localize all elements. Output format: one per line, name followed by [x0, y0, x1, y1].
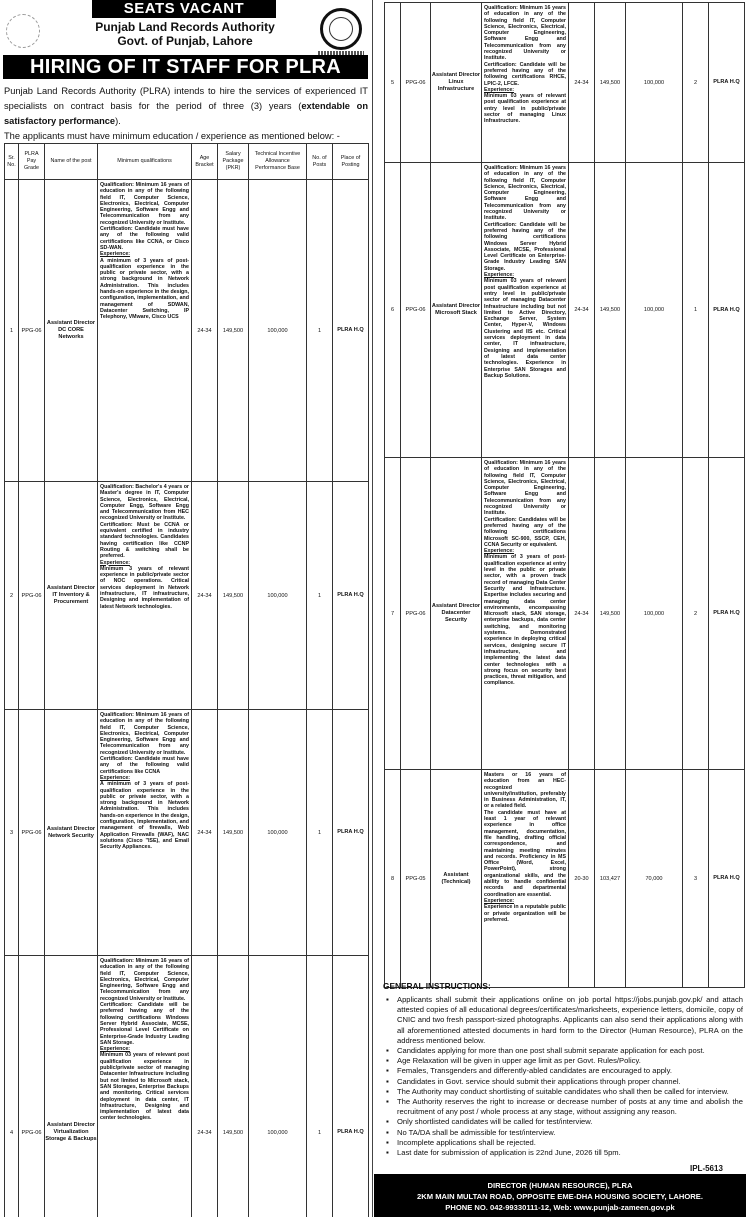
qual-experience: A minimum of 3 years of post-qualification experience in the public or private sector, with a strong background in Network Administration. This includes hands-on experience in the design, configuration, implementation, and management of firewalls, Web Application Firewalls (WAF), NAC solutions (Cisco "ISE), and Email Security Appliances. — [100, 781, 189, 851]
header-allowance: Technical Incentive Allowance Performance Base — [249, 144, 307, 180]
footer-designation: DIRECTOR (HUMAN RESOURCE), PLRA — [487, 1181, 633, 1190]
qual-education: Qualification: Minimum 16 years of education in any of the following field IT, Computer Science, Electronics, Electrical, Computer Engineering, Software Engg and Telecommunication from any recognized University or Institute. — [100, 958, 189, 1002]
watermark-emblem-icon — [6, 14, 40, 48]
instruction-item: ▪ Only shortlisted candidates will be called for test/interview. — [383, 1117, 743, 1127]
cell-sr: 3 — [5, 710, 19, 956]
cell-post: Assistant Director Microsoft Stack — [431, 163, 482, 458]
qual-education: Masters or 16 years of education from an HEC-recognized university/institution, preferably in Business Administration, IT, or a related field. — [484, 772, 566, 810]
cell-qualification — [98, 180, 192, 482]
cell-age: 24-34 — [192, 482, 218, 710]
cell-place: PLRA H.Q — [333, 956, 369, 1217]
qual-certification: Certification: Must be CCNA or equivalent certified in industry standard technologies. Candidates having certification like CCNP Routing & switching shall be preferred. — [100, 521, 189, 560]
cell-post: Assistant Director Virtualization Storage & Backups — [45, 956, 98, 1217]
cell-qualification — [98, 482, 192, 710]
qual-experience-label: Experience: — [100, 251, 131, 258]
cell-posts: 2 — [683, 3, 709, 163]
qual-experience: Minimum 3 years of relevant experience in public/private sector of NOC operations. Critical services deployment in Network infrastructure, IT infrastructure, Designing and implementation of latest Network technologies. — [100, 565, 189, 610]
cell-post: Assistant Director DC CORE Networks — [45, 180, 98, 482]
header-place: Place of Posting — [333, 144, 369, 180]
cell-sr: 6 — [385, 163, 401, 458]
cell-posts: 1 — [307, 956, 333, 1217]
authority-name: Punjab Land Records Authority — [95, 20, 275, 34]
qual-education: Qualification: Minimum 16 years of education in any of the following field IT, Computer Science, Electronics, Electrical, Computer Engineering, Software Engg and Telecommunication from any recognized University or Institute. — [100, 182, 189, 226]
intro-line1-post: ). — [115, 116, 121, 126]
cell-age: 20-30 — [569, 770, 595, 988]
qual-education: Qualification: Minimum 16 years of education in any of the following field IT, Computer Science, Electronics, Electrical, Computer Engineering, Software Engg and Telecommunication from any recognized University or Institute. — [484, 460, 566, 517]
qual-experience-label: Experience: — [100, 774, 131, 781]
cell-qualification — [482, 163, 569, 458]
instructions-title: GENERAL INSTRUCTIONS: — [383, 981, 491, 991]
cell-sr: 7 — [385, 458, 401, 770]
qual-education: Qualification: Minimum 16 years of education in any of the following field IT, Computer Science, Electronics, Electrical, Computer Engineering, Software Engg and Telecommunication from any recognized University or Institute. — [484, 5, 566, 62]
cell-allowance: 100,000 — [626, 163, 683, 458]
intro-line1-pre: Punjab Land Records Authority (PLRA) intends to hire the services of experienced IT specialists on contract basis for the period of three (3) years ( — [4, 86, 368, 111]
instruction-item: ▪ Females, Transgenders and differently-abled candidates are encouraged to apply. — [383, 1066, 743, 1076]
cell-posts: 1 — [307, 180, 333, 482]
qual-certification: Certification: Candidate will be preferred having any of the following certifications RHCE, LPIC-2, LFCE. — [484, 61, 566, 87]
cell-allowance: 100,000 — [626, 3, 683, 163]
general-instructions — [383, 981, 743, 1158]
cell-sr: 5 — [385, 3, 401, 163]
table-row — [385, 770, 745, 988]
cell-grade: PPG-06 — [401, 163, 431, 458]
qual-education: Qualification: Minimum 16 years of education in any of the following field IT, Computer Science, Electronics, Electrical, Computer Engineering, Software Engg and Telecommunication from any recognized University or Institute. — [100, 712, 189, 756]
instruction-item: ▪ Incomplete applications shall be rejected. — [383, 1138, 743, 1148]
qual-experience-label: Experience: — [484, 548, 515, 555]
table-row — [385, 458, 745, 770]
cell-age: 24-34 — [192, 956, 218, 1217]
cell-grade: PPG-06 — [19, 956, 45, 1217]
cell-place: PLRA H.Q — [709, 3, 745, 163]
qual-experience-label: Experience: — [484, 86, 515, 93]
header-qualification: Minimum qualifications — [98, 144, 192, 180]
plra-logo-icon — [318, 8, 364, 56]
cell-post: Assistant Director Datacenter Security — [431, 458, 482, 770]
header-post: Name of the post — [45, 144, 98, 180]
qual-certification: Certification: Candidates will be preferred having any of the following certifications Microsoft SC-900, SSCP, CEH, CCNA Security or equivalent. — [484, 516, 566, 548]
cell-sr: 8 — [385, 770, 401, 988]
header-sr: Sr. No. — [5, 144, 19, 180]
cell-post: Assistant Director IT Inventory & Procurement — [45, 482, 98, 710]
intro-line2: The applicants must have minimum education / experience as mentioned below: - — [4, 131, 340, 141]
cell-post: Assistant Director Network Security — [45, 710, 98, 956]
table-row — [5, 956, 369, 1217]
cell-posts: 2 — [683, 458, 709, 770]
cell-posts: 1 — [683, 163, 709, 458]
cell-qualification — [482, 770, 569, 988]
qual-certification: Certification: Candidate will be preferred having any of the following certifications Windows Server Hybrid Associate, MCSE, Professional Level Certificate on Enterprise-Grade Industry Leading SAN Storage. — [484, 221, 566, 272]
cell-salary: 149,500 — [595, 458, 626, 770]
qual-certification: Certification: Candidate will be preferred having any of the following certifications Windows Server Hybrid Associate, MCSE, Professional Level Certificate on Enterprise-Grade Industry Leading SAN Storage. — [100, 1002, 189, 1046]
cell-grade: PPG-06 — [401, 3, 431, 163]
cell-age: 24-34 — [192, 710, 218, 956]
instruction-item: ▪ Last date for submission of application is 22nd June, 2026 till 5pm. — [383, 1148, 743, 1158]
intro-line1-bold: extendable on satisfactory performance — [4, 101, 368, 126]
instruction-item: ▪ Candidates applying for more than one post shall submit separate application for each post. — [383, 1046, 743, 1056]
qual-experience: Experience in a reputable public or private organization will be preferred. — [484, 904, 566, 923]
hiring-banner: HIRING OF IT STAFF FOR PLRA — [3, 55, 368, 79]
cell-posts: 1 — [307, 482, 333, 710]
footer-contact: PHONE NO. 042-99330111-12, Web: www.punjab-zameen.gov.pk — [445, 1203, 675, 1212]
instruction-item: ▪ The Authority may conduct shortlisting of suitable candidates who shall then be called for interview. — [383, 1087, 743, 1097]
column-divider — [372, 0, 373, 1217]
instruction-item: ▪ Applicants shall submit their applications online on job portal https://jobs.punjab.gov.pk/ and attach attested copies of all educational degrees/certificates/marksheets, experience letters, domicile, copy of CNIC and two fresh passport-sized photographs. Applicants can also send their applications along with all aforementioned attested documents in hard form to the Director (Human Resource), PLRA on the address mentioned below. — [383, 995, 743, 1046]
cell-sr: 1 — [5, 180, 19, 482]
cell-salary: 149,500 — [595, 3, 626, 163]
cell-posts: 1 — [307, 710, 333, 956]
table-row — [5, 710, 369, 956]
qual-education: Qualification: Bachelor's 4 years or Master's degree in IT, Computer Science, Electronics, Electrical, Computer Engg, Software Engg and Telecommunication from HEC recognized University or Institute. — [100, 484, 189, 522]
qual-experience: Minimum 03 years of relevant post qualification experience at entry level in public/private sector of managing Datacenter Infrastructure including but not limited to Active Directory, Exchange Server, System Center, Hyper-V, Windows Clustering and IIS etc. Critical services deployment in data center, IT infrastructure, Designing and implementation of latest data center technologies. Experience in Enterprise SAN Storages and Backup Solutions. — [484, 278, 566, 379]
cell-grade: PPG-06 — [19, 710, 45, 956]
cell-place: PLRA H.Q — [333, 482, 369, 710]
table-header-row — [5, 144, 369, 180]
table-row — [5, 482, 369, 710]
table-row — [385, 163, 745, 458]
cell-allowance: 70,000 — [626, 770, 683, 988]
instruction-item: ▪ No TA/DA shall be admissible for test/interview. — [383, 1128, 743, 1138]
qual-certification: The candidate must have at least 1 year of relevant experience in office management, documentation, file handling, drafting official correspondence, and maintaining meeting minutes and records. Proficiency in MS Office (Word, Excel, PowerPoint), strong organizational skills, and the ability to handle confidential records and departmental coordination are essential. — [484, 809, 566, 898]
cell-allowance: 100,000 — [626, 458, 683, 770]
cell-qualification — [482, 3, 569, 163]
cell-allowance: 100,000 — [249, 482, 307, 710]
cell-post: Assistant Director Linux Infrastructure — [431, 3, 482, 163]
instruction-item: ▪ The Authority reserves the right to increase or decrease number of posts at any time and abolish the recruitment of any post / whole process at any stage, without assigning any reason. — [383, 1097, 743, 1117]
government-name: Govt. of Punjab, Lahore — [117, 34, 253, 48]
cell-post: Assistant (Technical) — [431, 770, 482, 988]
cell-age: 24-34 — [192, 180, 218, 482]
qual-experience: Minimum 03 years of relevant post qualification experience at entry level in public/private sector of managing Linux Infrastructure. — [484, 93, 566, 125]
cell-salary: 149,500 — [218, 482, 249, 710]
cell-sr: 2 — [5, 482, 19, 710]
header-grade: PLRA Pay Grade — [19, 144, 45, 180]
cell-allowance: 100,000 — [249, 180, 307, 482]
cell-grade: PPG-06 — [19, 180, 45, 482]
cell-allowance: 100,000 — [249, 710, 307, 956]
qual-experience-label: Experience: — [484, 272, 515, 279]
cell-salary: 149,500 — [218, 180, 249, 482]
cell-salary: 149,500 — [218, 956, 249, 1217]
authority-heading — [40, 20, 330, 48]
cell-age: 24-34 — [569, 3, 595, 163]
header-salary: Salary Package (PKR) — [218, 144, 249, 180]
cell-grade: PPG-05 — [401, 770, 431, 988]
cell-posts: 3 — [683, 770, 709, 988]
cell-place: PLRA H.Q — [709, 770, 745, 988]
cell-place: PLRA H.Q — [333, 710, 369, 956]
header-age: Age Bracket — [192, 144, 218, 180]
cell-allowance: 100,000 — [249, 956, 307, 1217]
cell-qualification — [98, 710, 192, 956]
cell-place: PLRA H.Q — [709, 458, 745, 770]
ipl-number: IPL-5613 — [690, 1164, 723, 1173]
qual-experience: A minimum of 3 years of post-qualification experience in the public or private sector, with a strong background in Network Administration. This includes hands-on experience in the design, configuration, implementation, and management of SDWAN, Datacenter Switching, IP Telephony, VMware, Cisco UCS — [100, 257, 189, 321]
table-row — [5, 180, 369, 482]
seats-vacant-label: SEATS VACANT — [92, 0, 276, 18]
instructions-list — [383, 995, 743, 1158]
qual-experience-label: Experience: — [100, 1046, 131, 1053]
jobs-table-left — [4, 143, 369, 1217]
qual-education: Qualification: Minimum 16 years of education in any of the following field IT, Computer Science, Electronics, Electrical, Computer Engineering, Software Engg and Telecommunication from any recognized University or Institute. — [484, 165, 566, 222]
cell-qualification — [98, 956, 192, 1217]
contact-footer — [374, 1174, 746, 1217]
cell-grade: PPG-06 — [401, 458, 431, 770]
intro-text — [4, 84, 368, 144]
footer-address: 2KM MAIN MULTAN ROAD, OPPOSITE EME-DHA HOUSING SOCIETY, LAHORE. — [417, 1192, 703, 1201]
cell-age: 24-34 — [569, 458, 595, 770]
qual-experience: Minimum of 3 years of post-qualification experience at entry level in the public or private sector, with a proven track record of managing Data Center Security and Infrastructure. Expertise includes securing and managing data center environments, encompassing Microsoft stack, SAN storage, enterprise backups, data center switching, and monitoring systems. Demonstrated experience in deploying critical services, designing secure IT infrastructure, and implementing the latest data center technologies with a strong focus on security best practices, threat mitigation, and compliance. — [484, 554, 566, 687]
header-posts: No. of Posts — [307, 144, 333, 180]
cell-sr: 4 — [5, 956, 19, 1217]
cell-salary: 103,427 — [595, 770, 626, 988]
cell-grade: PPG-06 — [19, 482, 45, 710]
qual-certification: Certification: Candidate must have any of the following valid certifications like CCNA — [100, 756, 189, 775]
cell-qualification — [482, 458, 569, 770]
qual-certification: Certification: Candidate must have any of the following valid certifications like CCNA, or Cisco SD-WAN. — [100, 226, 189, 251]
qual-experience-label: Experience: — [100, 559, 131, 566]
qual-experience: Minimum 03 years of relevant post qualification experience in public/private sector of managing Datacenter Infrastructure including but not limited to Microsoft stack, SAN Storages, Enterprise Backups and monitoring. Critical services deployment in data center, IT Infrastructure, Designing and implementation of latest data center technologies. — [100, 1052, 189, 1122]
cell-salary: 149,500 — [218, 710, 249, 956]
qual-experience-label: Experience: — [484, 897, 515, 904]
instruction-item: ▪ Age Relaxation will be given in upper age limit as per Govt. Rules/Policy. — [383, 1056, 743, 1066]
left-column — [0, 0, 371, 1217]
cell-place: PLRA H.Q — [333, 180, 369, 482]
table-row — [385, 3, 745, 163]
cell-salary: 149,500 — [595, 163, 626, 458]
cell-age: 24-34 — [569, 163, 595, 458]
cell-place: PLRA H.Q — [709, 163, 745, 458]
instruction-item: ▪ Candidates in Govt. service should submit their applications through proper channel. — [383, 1077, 743, 1087]
jobs-table-right — [384, 2, 745, 988]
